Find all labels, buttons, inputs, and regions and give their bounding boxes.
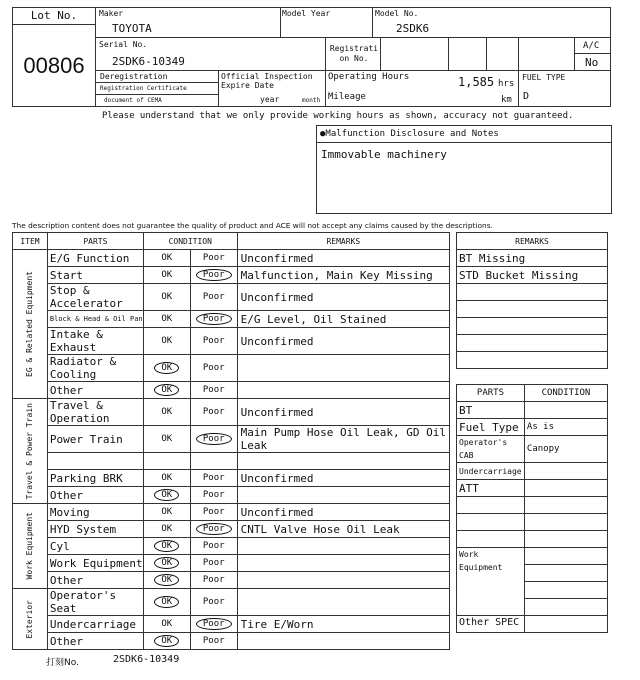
side-condition-header: CONDITION (524, 385, 607, 402)
part-name: Work Equipment (47, 555, 143, 572)
poor-cell (190, 284, 237, 311)
table-row (13, 382, 450, 399)
part-name: Undercarriage (47, 616, 143, 633)
part-name: Moving (47, 504, 143, 521)
malfunction-text: Immovable machinery (321, 148, 447, 161)
remark-line (457, 301, 608, 318)
parts-header: PARTS (47, 233, 143, 250)
model-year-label: Model Year (282, 9, 331, 18)
remarks-side-header: REMARKS (457, 233, 608, 250)
group-label (13, 399, 48, 504)
ok-cell (143, 572, 190, 589)
ok-mark: OK (154, 574, 179, 586)
poor-mark: Poor (202, 472, 225, 483)
poor-cell (190, 504, 237, 521)
ok-mark: OK (154, 489, 179, 501)
ok-cell (143, 355, 190, 382)
side-section-label: Work Equipment (457, 548, 525, 616)
fuel-type-value: D (523, 91, 530, 102)
remarks-table (456, 232, 608, 369)
remark-line (457, 284, 608, 301)
poor-cell (190, 355, 237, 382)
ok-cell (143, 538, 190, 555)
poor-mark: Poor (202, 540, 225, 551)
part-name: Other (47, 633, 143, 650)
poor-mark: Poor (202, 557, 225, 568)
table-row (13, 399, 450, 426)
table-row (13, 470, 450, 487)
ok-mark: OK (161, 335, 173, 346)
ac-value: No (585, 56, 599, 69)
table-row (13, 267, 450, 284)
ok-mark: OK (154, 384, 179, 396)
remark-text: Unconfirmed (237, 399, 449, 426)
ok-mark: OK (161, 406, 173, 417)
ok-mark: OK (161, 472, 173, 483)
remark-line: BT Missing (457, 250, 608, 267)
remark-text (237, 355, 449, 382)
poor-mark: Poor (202, 406, 225, 417)
part-name: Parking BRK (47, 470, 143, 487)
poor-mark: Poor (202, 506, 225, 517)
poor-cell (190, 470, 237, 487)
remark-text (237, 572, 449, 589)
poor-cell (190, 267, 237, 284)
poor-mark: Poor (202, 335, 225, 346)
ok-mark: OK (161, 433, 173, 444)
poor-cell (190, 382, 237, 399)
poor-cell (190, 572, 237, 589)
table-row (13, 616, 450, 633)
side-section-label: Other SPEC (457, 616, 525, 633)
poor-cell (190, 328, 237, 355)
poor-cell (190, 633, 237, 650)
ok-mark: OK (161, 313, 173, 324)
table-row (13, 589, 450, 616)
group-label (13, 504, 48, 589)
remark-text: Unconfirmed (237, 470, 449, 487)
maker-value: TOYOTA (112, 22, 152, 35)
serial-label: Serial No. (99, 40, 148, 49)
poor-mark: Poor (202, 596, 225, 607)
ok-cell (143, 382, 190, 399)
remark-text (237, 633, 449, 650)
poor-mark: Poor (196, 523, 232, 535)
month-label: month (302, 97, 321, 104)
remark-text: Unconfirmed (237, 328, 449, 355)
side-condition-value: Canopy (524, 436, 607, 463)
ok-mark: OK (161, 291, 173, 302)
serial-value: 2SDK6-10349 (112, 55, 185, 68)
part-name: Power Train (47, 426, 143, 453)
table-row (13, 538, 450, 555)
poor-cell (190, 311, 237, 328)
remark-text: Unconfirmed (237, 284, 449, 311)
side-blank-cell (524, 497, 607, 514)
ok-mark: OK (161, 523, 173, 534)
side-blank-cell (457, 531, 525, 548)
side-blank-cell (524, 531, 607, 548)
ac-label: A/C (583, 41, 600, 51)
side-part-name: ATT (457, 480, 525, 497)
ok-cell (143, 504, 190, 521)
part-name (47, 453, 143, 470)
part-name: Travel & Operation (47, 399, 143, 426)
malfunction-title: ●Malfunction Disclosure and Notes (317, 126, 611, 143)
poor-mark: Poor (202, 384, 225, 395)
table-row (13, 426, 450, 453)
ok-mark: OK (161, 252, 173, 263)
part-name: Intake & Exhaust (47, 328, 143, 355)
side-blank-cell (524, 565, 607, 582)
remarks-header: REMARKS (237, 233, 449, 250)
side-parts-header: PARTS (457, 385, 525, 402)
remark-text: Unconfirmed (237, 504, 449, 521)
ok-cell (143, 250, 190, 267)
poor-mark: Poor (202, 291, 225, 302)
ok-cell (143, 328, 190, 355)
remark-text (237, 538, 449, 555)
part-name: Radiator & Cooling (47, 355, 143, 382)
part-name: Start (47, 267, 143, 284)
operating-hours-label: Operating Hours (328, 72, 410, 82)
side-condition-value (524, 463, 607, 480)
remark-line (457, 352, 608, 369)
group-label-text: Work Equipment (25, 512, 35, 580)
part-name: Other (47, 382, 143, 399)
table-row (13, 328, 450, 355)
part-name: Block & Head & Oil Pan (47, 311, 143, 328)
model-no-value: 2SDK6 (396, 22, 430, 35)
year-label: year (260, 95, 280, 104)
poor-cell (190, 555, 237, 572)
remark-text (237, 453, 449, 470)
side-part-name: Undercarriage (457, 463, 525, 480)
ok-mark: OK (161, 618, 173, 629)
table-row (13, 250, 450, 267)
remark-line (457, 318, 608, 335)
table-row (13, 572, 450, 589)
side-blank-cell (524, 548, 607, 565)
poor-cell (190, 616, 237, 633)
table-row (13, 504, 450, 521)
mileage-label: Mileage (328, 92, 366, 102)
table-row (13, 487, 450, 504)
ok-cell (143, 399, 190, 426)
ok-cell (143, 284, 190, 311)
table-row (13, 633, 450, 650)
table-row (13, 355, 450, 382)
table-row (13, 453, 450, 470)
ok-mark: OK (161, 269, 173, 280)
parts-condition-table (456, 384, 608, 633)
remark-line (457, 335, 608, 352)
ok-cell (143, 311, 190, 328)
remark-text (237, 589, 449, 616)
side-blank-cell (524, 514, 607, 531)
ok-cell (143, 633, 190, 650)
remark-text (237, 555, 449, 572)
poor-cell (190, 589, 237, 616)
ok-cell (143, 616, 190, 633)
side-part-name: Operator's CAB (457, 436, 525, 463)
item-header: ITEM (13, 233, 48, 250)
deregistration-label: Deregistration (100, 72, 168, 81)
table-row (13, 284, 450, 311)
side-blank-cell (457, 497, 525, 514)
side-blank-cell (524, 616, 607, 633)
malfunction-box (316, 125, 612, 214)
poor-cell (190, 521, 237, 538)
lot-box (12, 7, 96, 107)
table-row (13, 555, 450, 572)
ok-mark: OK (154, 540, 179, 552)
side-blank-cell (524, 599, 607, 616)
part-name: E/G Function (47, 250, 143, 267)
disclaimer: The description content does not guarantee the quality of product and ACE will not accept any claims caused by the descriptions. (12, 221, 493, 230)
part-name: Other (47, 572, 143, 589)
poor-mark: Poor (202, 635, 225, 646)
poor-mark: Poor (196, 313, 232, 325)
poor-cell (190, 426, 237, 453)
ok-mark: OK (154, 362, 179, 374)
registration-label: Registrati on No. (329, 44, 379, 63)
remark-text: E/G Level, Oil Stained (237, 311, 449, 328)
maker-label: Maker (99, 9, 124, 18)
remark-text: Main Pump Hose Oil Leak, GD Oil Leak (237, 426, 449, 453)
group-label (13, 250, 48, 399)
remark-text: CNTL Valve Hose Oil Leak (237, 521, 449, 538)
group-label (13, 589, 48, 650)
lot-number: 00806 (23, 53, 85, 78)
poor-mark: Poor (202, 574, 225, 585)
ok-cell (143, 487, 190, 504)
poor-mark: Poor (202, 489, 225, 500)
poor-mark: Poor (196, 269, 232, 281)
fuel-type-label: FUEL TYPE (522, 73, 566, 82)
ok-mark: OK (154, 596, 179, 608)
table-row (13, 311, 450, 328)
inspection-label: Official Inspection Expire Date (221, 72, 313, 90)
part-name: Other (47, 487, 143, 504)
hrs-unit: hrs (498, 79, 515, 89)
ok-mark: OK (154, 557, 179, 569)
part-name: Cyl (47, 538, 143, 555)
poor-cell (190, 250, 237, 267)
side-blank-cell (524, 582, 607, 599)
ok-cell (143, 521, 190, 538)
remark-line: STD Bucket Missing (457, 267, 608, 284)
footer-label: 打刻No. (46, 658, 79, 668)
poor-cell (190, 487, 237, 504)
group-label-text: Exterior (25, 599, 35, 639)
remark-text: Tire E/Worn (237, 616, 449, 633)
ok-mark: OK (154, 635, 179, 647)
ok-mark: OK (161, 506, 173, 517)
side-condition-value (524, 480, 607, 497)
poor-cell (190, 453, 237, 470)
side-part-name: BT (457, 402, 525, 419)
footer-value: 2SDK6-10349 (113, 654, 180, 665)
part-name: Operator's Seat (47, 589, 143, 616)
lot-label: Lot No. (13, 8, 95, 25)
remark-text (237, 487, 449, 504)
ok-cell (143, 267, 190, 284)
hours-note: Please understand that we only provide working hours as shown, accuracy not guaranteed. (102, 111, 574, 121)
ok-cell (143, 426, 190, 453)
model-no-label: Model No. (375, 9, 419, 18)
ok-cell (143, 470, 190, 487)
km-unit: km (501, 95, 512, 105)
remark-text: Unconfirmed (237, 250, 449, 267)
ok-cell (143, 555, 190, 572)
ok-cell (143, 453, 190, 470)
side-condition-value (524, 402, 607, 419)
part-name: HYD System (47, 521, 143, 538)
side-part-name: Fuel Type (457, 419, 525, 436)
main-table (12, 232, 450, 650)
group-label-text: Travel & Power Train (25, 402, 35, 500)
registration-cert-label: Registration Certificate (100, 85, 187, 92)
poor-cell (190, 538, 237, 555)
remark-text (237, 382, 449, 399)
group-label-text: EG & Related Equipment (25, 271, 35, 377)
poor-mark: Poor (196, 433, 232, 445)
poor-mark: Poor (196, 618, 232, 630)
cema-label: document of CEMA (104, 97, 162, 104)
poor-cell (190, 399, 237, 426)
table-row (13, 521, 450, 538)
condition-header: CONDITION (143, 233, 237, 250)
side-blank-cell (457, 514, 525, 531)
side-condition-value: As is (524, 419, 607, 436)
remark-text: Malfunction, Main Key Missing (237, 267, 449, 284)
part-name: Stop & Accelerator (47, 284, 143, 311)
ok-cell (143, 589, 190, 616)
hours-value: 1,585 (458, 75, 495, 89)
poor-mark: Poor (202, 362, 225, 373)
poor-mark: Poor (202, 252, 225, 263)
